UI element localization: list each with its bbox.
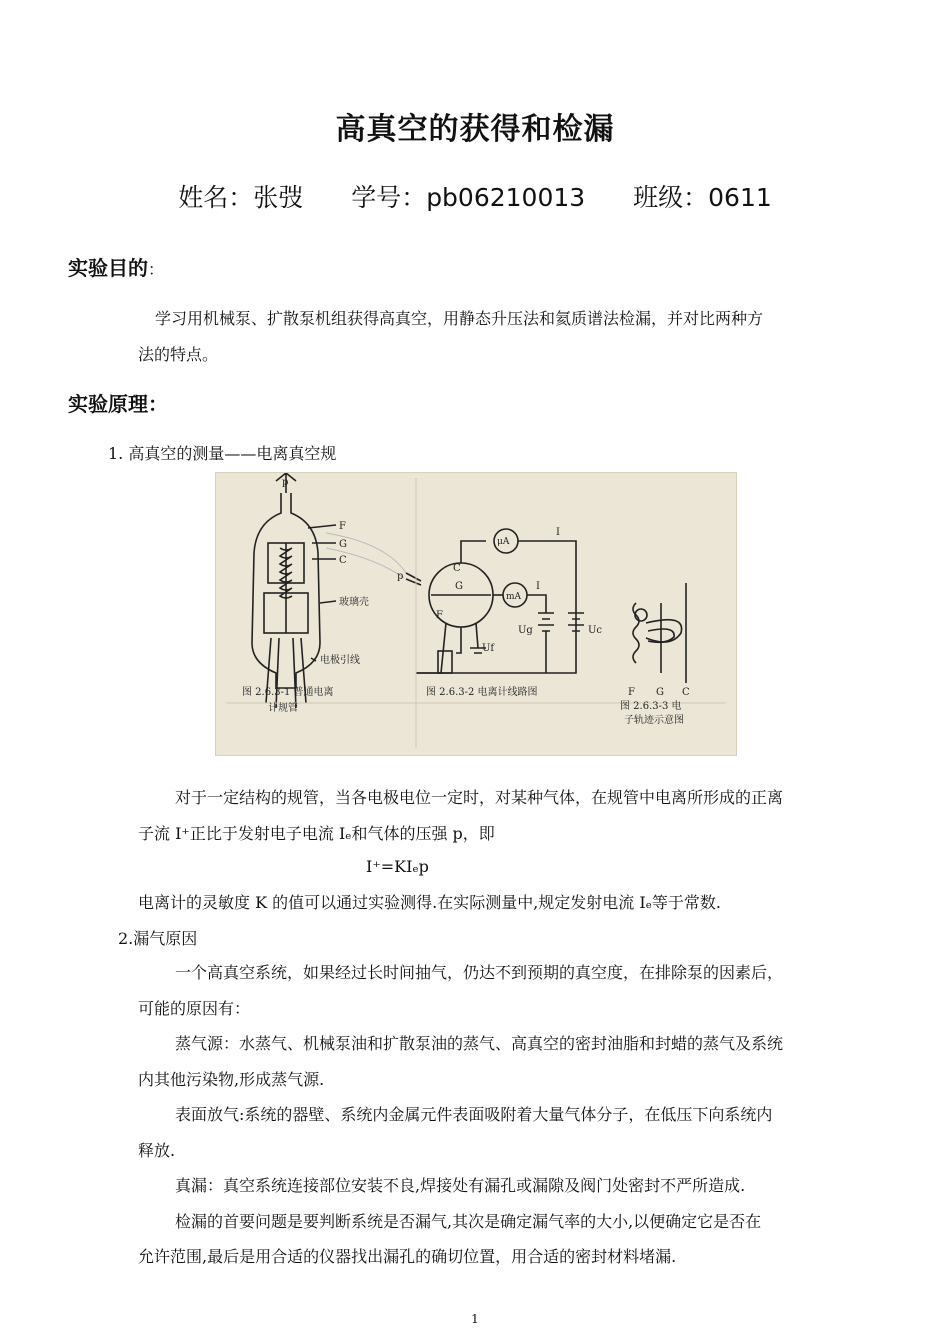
meter-milliamp: mA (506, 592, 522, 602)
paragraph-6: 真漏：真空系统连接部位安装不良,焊接处有漏孔或漏隙及阀门处密封不严所造成. (175, 1176, 746, 1195)
ionization-gauge-figure (215, 472, 737, 756)
label-ip: I (556, 527, 560, 538)
purpose-text-line2: 法的特点。 (138, 345, 219, 364)
caption-fig3-line1: 图 2.6.3-3 电 (620, 701, 682, 712)
label-f-traj: F (628, 687, 635, 698)
paragraph-7-line1: 检漏的首要问题是要判断系统是否漏气,其次是确定漏气率的大小,以便确定它是否在 (175, 1212, 762, 1231)
paragraph-4-line2: 内其他污染物,形成蒸气源. (138, 1070, 325, 1089)
meter-microamp: μA (497, 537, 510, 547)
label-ie: I (536, 581, 540, 592)
paragraph-5-line1: 表面放气:系统的器壁、系统内金属元件表面吸附着大量气体分子，在低压下向系统内 (175, 1105, 773, 1124)
label-p-inlet: p (397, 571, 404, 582)
caption-fig1-line2: 计规管 (268, 703, 298, 714)
list-item-1: 1. 高真空的测量——电离真空规 (108, 444, 337, 463)
author-name: 姓名：张弢 (178, 183, 304, 212)
paragraph-1-line2: 子流 I⁺正比于发射电子电流 Iₑ和气体的压强 p，即 (138, 824, 495, 843)
label-g: G (339, 539, 347, 550)
label-c-circuit: C (453, 563, 461, 574)
caption-fig3-line2: 子轨迹示意图 (624, 715, 684, 726)
label-g-traj: G (656, 687, 664, 698)
paragraph-1-line1: 对于一定结构的规管，当各电极电位一定时，对某种气体，在规管中电离所形成的正离 (175, 788, 784, 807)
figure-drawing (216, 473, 736, 755)
label-c-traj: C (682, 687, 690, 698)
label-f: F (339, 521, 346, 532)
paragraph-5-line2: 释放. (138, 1141, 176, 1160)
paragraph-7-line2: 允许范围,最后是用合适的仪器找出漏孔的确切位置，用合适的密封材料堵漏. (138, 1247, 677, 1266)
caption-fig2: 图 2.6.3-2 电离计线路图 (426, 687, 538, 698)
formula: I⁺=KIₑp (366, 857, 429, 876)
paragraph-2: 电离计的灵敏度 K 的值可以通过实验测得.在实际测量中,规定发射电流 Iₑ等于常数. (138, 893, 721, 912)
paragraph-3-line1: 一个高真空系统，如果经过长时间抽气，仍达不到预期的真空度，在排除泵的因素后， (175, 963, 784, 982)
document-title: 高真空的获得和检漏 (335, 112, 615, 147)
list-item-2: 2.漏气原因 (118, 929, 198, 948)
caption-fig1-line1: 图 2.6.3-1 普通电离 (242, 687, 334, 698)
purpose-text-line1: 学习用机械泵、扩散泵机组获得高真空，用静态升压法和氦质谱法检漏，并对比两种方 (155, 309, 764, 328)
label-c: C (339, 555, 347, 566)
label-glass-shell: 玻璃壳 (339, 597, 369, 608)
label-f-circuit: F (436, 610, 443, 621)
label-uc: Uc (588, 625, 603, 636)
label-electrode-lead: 电极引线 (320, 655, 360, 666)
purpose-heading: 实验目的： (68, 256, 165, 280)
label-ug: Ug (518, 625, 533, 636)
principle-heading: 实验原理： (68, 392, 168, 416)
label-p-top: p (282, 477, 289, 488)
author-line (0, 178, 950, 214)
paragraph-4-line1: 蒸气源：水蒸气、机械泵油和扩散泵油的蒸气、高真空的密封油脂和封蜡的蒸气及系统 (175, 1034, 784, 1053)
class-id: 班级：0611 (633, 183, 772, 212)
label-g-circuit: G (455, 581, 463, 592)
student-id: 学号：pb06210013 (351, 183, 586, 212)
label-uf: Uf (482, 643, 495, 654)
page-number: 1 (471, 1312, 479, 1326)
paragraph-3-line2: 可能的原因有： (138, 999, 251, 1018)
